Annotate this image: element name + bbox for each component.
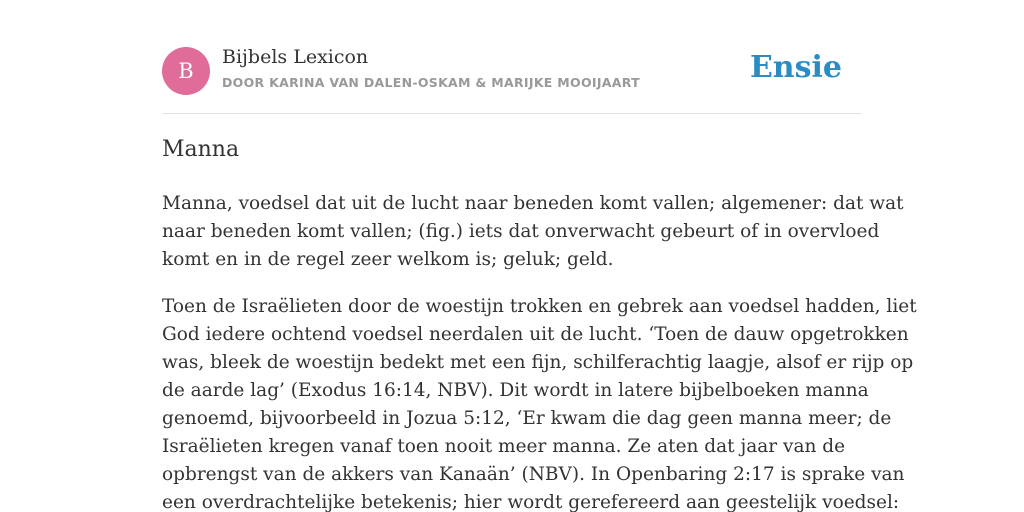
header bbox=[162, 46, 862, 96]
text-line: de aarde lag’ (Exodus 16:14, NBV). Dit wordt in latere bijbelboeken manna bbox=[162, 380, 869, 401]
book-title[interactable]: Bijbels Lexicon bbox=[222, 46, 369, 68]
text-line: opbrengst van de akkers van Kanaän’ (NBV). In Openbaring 2:17 is sprake van bbox=[162, 464, 905, 485]
text-line: naar beneden komt vallen; (fig.) iets dat onverwacht gebeurt of in overvloed bbox=[162, 221, 880, 242]
text-line: God iedere ochtend voedsel neerdalen uit de lucht. ‘Toen de dauw opgetrokken bbox=[162, 324, 909, 345]
entry-body bbox=[162, 190, 917, 512]
text-line: komt en in de regel zeer welkom is; geluk; geld. bbox=[162, 249, 614, 270]
header-divider bbox=[162, 113, 862, 114]
text-line: Toen de Israëlieten door de woestijn trokken en gebrek aan voedsel hadden, liet bbox=[162, 296, 917, 317]
text-line: was, bleek de woestijn bedekt met een fijn, schilferachtig laagje, alsof er rijp op bbox=[162, 352, 914, 373]
text-line: Manna, voedsel dat uit de lucht naar beneden komt vallen; algemener: dat wat bbox=[162, 193, 904, 214]
brand-logo[interactable]: Ensie bbox=[749, 50, 842, 85]
entry-title: Manna bbox=[162, 137, 240, 162]
book-avatar[interactable]: B bbox=[162, 47, 210, 95]
text-line: een overdrachtelijke betekenis; hier wordt gerefereerd aan geestelijk voedsel: bbox=[162, 492, 900, 512]
text-line: Israëlieten kregen vanaf toen nooit meer manna. Ze aten dat jaar van de bbox=[162, 436, 846, 457]
paragraph-2 bbox=[162, 293, 917, 512]
book-authors: DOOR KARINA VAN DALEN-OSKAM & MARIJKE MOOIJAART bbox=[222, 75, 640, 90]
paragraph-1 bbox=[162, 190, 904, 274]
text-line: genoemd, bijvoorbeeld in Jozua 5:12, ‘Er kwam die dag geen manna meer; de bbox=[162, 408, 892, 429]
